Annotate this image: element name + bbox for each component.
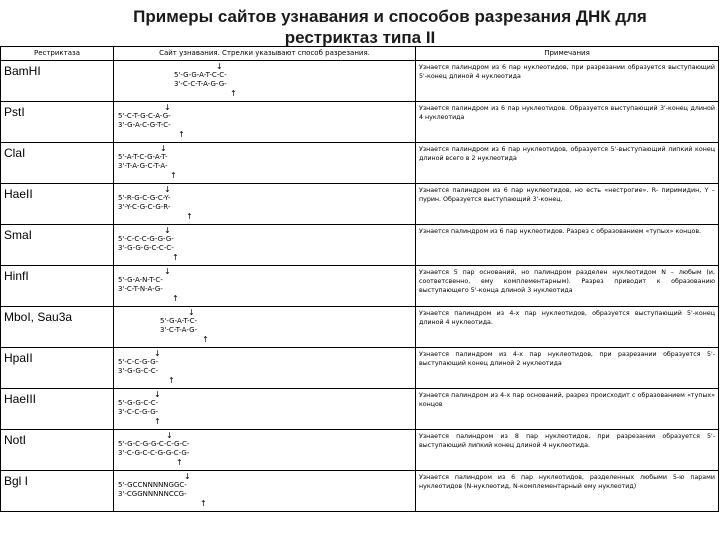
site-cell [114, 389, 416, 430]
enzyme-name: ClaI [4, 146, 26, 160]
site-cell [114, 266, 416, 307]
site-cell [114, 102, 416, 143]
note-cell [416, 389, 719, 430]
enzyme-name: BamHI [4, 64, 41, 78]
sequence-bottom-strand: 3'-Y-C-G-C-G-R- [118, 203, 171, 211]
enzyme-cell [1, 348, 114, 389]
sequence-bottom-strand: 3'-G-G-G-C-C-C- [118, 244, 174, 252]
table-row [1, 471, 719, 512]
sequence-bottom-strand: 3'-G-G-C-C- [118, 367, 159, 375]
table-header-row [1, 47, 719, 61]
sequence-bottom-strand: 3'-G-A-C-G-T-C- [118, 121, 171, 129]
note-cell [416, 61, 719, 102]
title-line-2: рестриктаз типа II [284, 28, 436, 47]
sequence-top-strand: 5'-G-A-N-T-C- [118, 276, 163, 284]
sequence-top-strand: 5'-G-G-C-C- [118, 399, 159, 407]
cut-arrow-down-icon: ↓ [164, 267, 171, 276]
enzyme-cell [1, 266, 114, 307]
note-text: Узнается палиндром из 6 пар нуклеотидов. Образуется выступающий 3'-конец длиной 4 нуклеотида [419, 105, 715, 121]
note-text: Узнается палиндром из 8 пар нуклеотидов, при разрезании образуется 5'-выступающий липкий конец длиной 4 нуклеотида. [419, 433, 715, 449]
note-cell [416, 225, 719, 266]
table-row [1, 430, 719, 471]
enzyme-cell [1, 225, 114, 266]
note-text: Узнается палиндром из 6 пар нуклеотидов, разделенных любыми 5-ю парами нуклеотидов (N-нуклеотид, N-комплементарный ему нуклеотид) [419, 474, 715, 490]
sequence-bottom-strand: 3'-C-T-A-G- [160, 326, 198, 334]
site-cell [114, 430, 416, 471]
note-cell [416, 266, 719, 307]
enzyme-name: SmaI [4, 228, 33, 242]
cut-arrow-down-icon: ↓ [188, 308, 195, 317]
enzyme-cell [1, 184, 114, 225]
cut-arrow-up-icon: ↑ [176, 458, 183, 467]
header-site: Сайт узнавания. Стрелки указывают способ разрезания. [114, 47, 416, 61]
cut-arrow-down-icon: ↓ [154, 390, 161, 399]
site-cell [114, 471, 416, 512]
cut-arrow-up-icon: ↑ [170, 171, 177, 180]
table-row [1, 266, 719, 307]
cut-arrow-down-icon: ↓ [154, 349, 161, 358]
enzyme-name: Bgl I [4, 474, 29, 488]
note-cell [416, 184, 719, 225]
note-cell [416, 102, 719, 143]
note-text: Узнается палиндром из 4-х пар нуклеотидов, при разрезании образуется 5'-выступающий конец длиной 2 нуклеотида [419, 351, 715, 367]
sequence-top-strand: 5'-C-T-G-C-A-G- [118, 112, 171, 120]
table-row [1, 102, 719, 143]
enzyme-cell [1, 143, 114, 184]
enzyme-cell [1, 102, 114, 143]
sequence-bottom-strand: 3'-CGGNNNNNCCG- [118, 490, 187, 498]
enzyme-name: NotI [4, 433, 27, 447]
table-row [1, 184, 719, 225]
note-text: Узнается палиндром из 4-х пар нуклеотидов, образуется выступающий 5'-конец длиной 4 нуклеотида. [419, 310, 715, 326]
site-cell [114, 348, 416, 389]
sequence-top-strand: 5'-G-C-G-G-C-C-G-C- [118, 440, 190, 448]
cut-arrow-up-icon: ↑ [200, 499, 207, 508]
table-row [1, 143, 719, 184]
table-row [1, 61, 719, 102]
cut-arrow-up-icon: ↑ [168, 376, 175, 385]
note-cell [416, 348, 719, 389]
sequence-bottom-strand: 3'-C-C-G-G- [118, 408, 159, 416]
sequence-top-strand: 5'-C-C-G-G- [118, 358, 159, 366]
title-line-1: Примеры сайтов узнавания и способов разрезания ДНК для [133, 7, 647, 26]
restriction-enzyme-table [0, 46, 719, 512]
note-text: Узнается 5 пар оснований, но палиндром разделен нуклеотидом N – любым (и, соответсвенно, ему комплементарным). Разрез приводит к образованию выступающего 5'-конца длиной 3 нуклеотида [419, 269, 715, 294]
header-note: Примечания [416, 47, 719, 61]
cut-arrow-down-icon: ↓ [164, 226, 171, 235]
sequence-bottom-strand: 3'-C-T-N-A-G- [118, 285, 163, 293]
table-row [1, 389, 719, 430]
cut-arrow-down-icon: ↓ [184, 472, 191, 481]
note-text: Узнается палиндром из 6 пар нуклеотидов, при разрезании образуется выступающий 5'-конец длиной 4 нуклеотида [419, 64, 715, 80]
sequence-top-strand: 5'-C-C-C-G-G-G- [118, 235, 174, 243]
note-text: Узнается палиндром из 4-х пар оснований, разрез происходит с образованием «тупых» концов [419, 392, 715, 408]
site-cell [114, 61, 416, 102]
cut-arrow-up-icon: ↑ [178, 130, 185, 139]
enzyme-name: HaeIII [4, 392, 37, 406]
note-cell [416, 471, 719, 512]
site-cell [114, 184, 416, 225]
note-text: Узнается палиндром из 6 пар нуклеотидов, но есть «нестрогие». R- пиримидин, Y – пурин. Образуется выступающий 3'-конец. [419, 187, 715, 203]
sequence-top-strand: 5'-G-A-T-C- [160, 317, 198, 325]
enzyme-name: MboI, Sau3a [4, 310, 73, 324]
header-enzyme: Рестриктаза [1, 47, 114, 61]
enzyme-name: HaeII [4, 187, 33, 201]
note-text: Узнается палиндром из 6 пар нуклеотидов. Разрез с образованием «тупых» концов. [419, 228, 702, 235]
note-cell [416, 143, 719, 184]
cut-arrow-up-icon: ↑ [172, 294, 179, 303]
cut-arrow-down-icon: ↓ [160, 144, 167, 153]
site-cell [114, 143, 416, 184]
table-row [1, 348, 719, 389]
enzyme-cell [1, 471, 114, 512]
enzyme-cell [1, 61, 114, 102]
sequence-top-strand: 5'-A-T-C-G-A-T- [118, 153, 168, 161]
sequence-bottom-strand: 3'-C-G-C-C-G-G-C-G- [118, 449, 190, 457]
cut-arrow-down-icon: ↓ [164, 185, 171, 194]
enzyme-cell [1, 389, 114, 430]
sequence-top-strand: 5'-GCCNNNNNGGC- [118, 481, 187, 489]
enzyme-name: PstI [4, 105, 25, 119]
sequence-top-strand: 5'-R-G-C-G-C-Y- [118, 194, 171, 202]
enzyme-name: HpaII [4, 351, 33, 365]
note-cell [416, 430, 719, 471]
enzyme-cell [1, 430, 114, 471]
site-cell [114, 225, 416, 266]
cut-arrow-up-icon: ↑ [230, 89, 237, 98]
enzyme-cell [1, 307, 114, 348]
sequence-bottom-strand: 3'-C-C-T-A-G-G- [174, 80, 227, 88]
note-cell [416, 307, 719, 348]
cut-arrow-up-icon: ↑ [202, 335, 209, 344]
note-text: Узнается палиндром из 6 пар нуклеотидов, образуется 5'-выступающий липкий конец длиной всего в 2 нуклеотида [419, 146, 715, 162]
sequence-bottom-strand: 3'-T-A-G-C-T-A- [118, 162, 168, 170]
cut-arrow-up-icon: ↑ [154, 417, 161, 426]
cut-arrow-up-icon: ↑ [172, 253, 179, 262]
cut-arrow-down-icon: ↓ [166, 431, 173, 440]
site-cell [114, 307, 416, 348]
cut-arrow-up-icon: ↑ [186, 212, 193, 221]
sequence-top-strand: 5'-G-G-A-T-C-C- [174, 71, 227, 79]
page-title [0, 6, 720, 48]
table-row [1, 225, 719, 266]
enzyme-name: HinfI [4, 269, 29, 283]
cut-arrow-down-icon: ↓ [164, 103, 171, 112]
cut-arrow-down-icon: ↓ [216, 62, 223, 71]
table-row [1, 307, 719, 348]
